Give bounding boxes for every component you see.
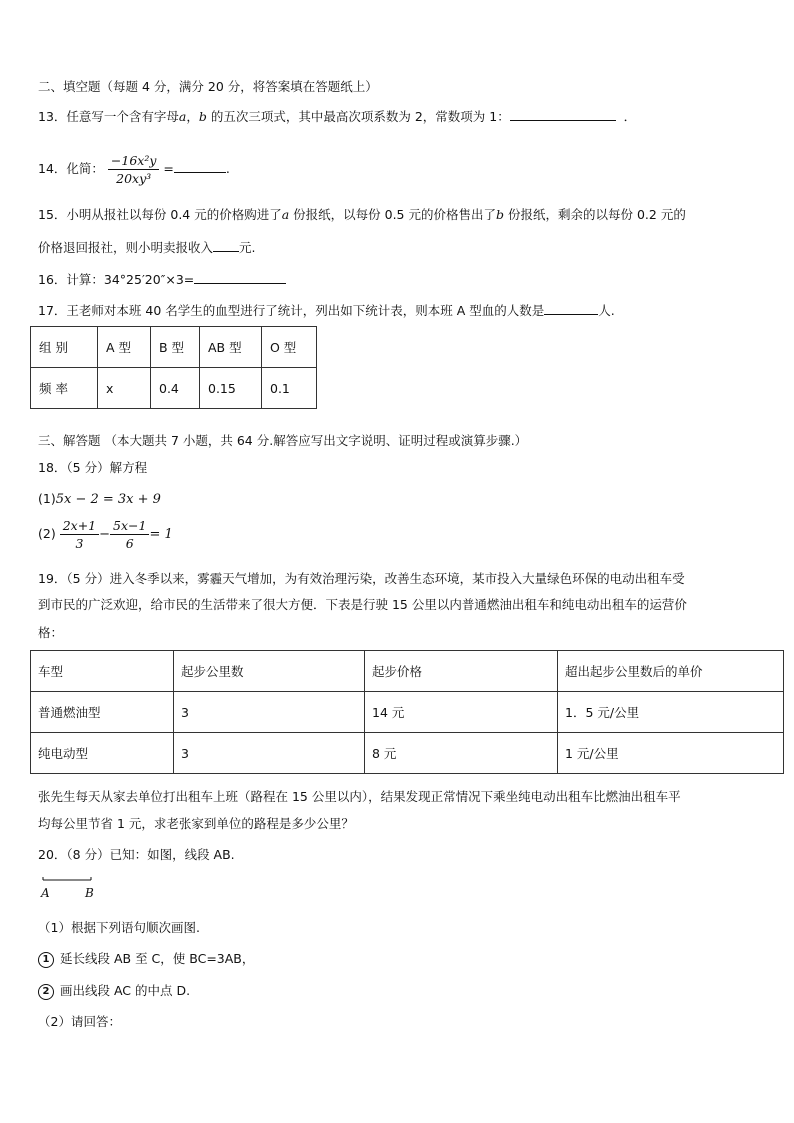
table-cell: 1．5 元/公里 bbox=[558, 692, 784, 733]
q18-eq2-fraction-2 bbox=[110, 517, 149, 552]
q18-equation-2 bbox=[38, 515, 173, 555]
question-14 bbox=[38, 150, 230, 190]
question-17 bbox=[38, 302, 615, 320]
q13-answer-blank[interactable] bbox=[510, 108, 616, 121]
q20-step-2-text: 画出线段 AC 的中点 D. bbox=[60, 983, 191, 998]
table-cell: AB 型 bbox=[200, 327, 262, 368]
table-cell: x bbox=[98, 368, 151, 409]
section-3-title: 三、解答题 （本大题共 7 小题，共 64 分.解答应写出文字说明、证明过程或演算步骤.） bbox=[38, 433, 528, 448]
question-13 bbox=[38, 108, 636, 126]
table-cell: 14 元 bbox=[365, 692, 558, 733]
table-row bbox=[31, 651, 784, 692]
table-cell: 车型 bbox=[31, 651, 174, 692]
table-cell: A 型 bbox=[98, 327, 151, 368]
q13-text: 13．任意写一个含有字母 bbox=[38, 109, 179, 124]
q19-line-1: 19．（5 分）进入冬季以来，雾霾天气增加，为有效治理污染，改善生态环境，某市投入大量绿色环保的电动出租车受 bbox=[38, 571, 685, 586]
q14-label: 14．化简： bbox=[38, 161, 104, 176]
table-cell: 0.1 bbox=[262, 368, 317, 409]
q18-eq2-num2: 5x−1 bbox=[110, 517, 149, 535]
q13-end: ． bbox=[623, 109, 637, 124]
q17-text-b: 人. bbox=[598, 303, 615, 318]
table-cell: 8 元 bbox=[365, 733, 558, 774]
q18-eq2-num1: 2x+1 bbox=[60, 517, 99, 535]
q18-eq2-den1: 3 bbox=[75, 536, 84, 551]
point-b-label: B bbox=[85, 886, 94, 900]
table-cell: 1 元/公里 bbox=[558, 733, 784, 774]
q20-sub-1: （1）根据下列语句顺次画图. bbox=[38, 920, 200, 935]
table-row bbox=[31, 692, 784, 733]
q18-eq2-label: (2) bbox=[38, 526, 56, 541]
q15-text-d: 价格退回报社，则小明卖报收入 bbox=[38, 240, 214, 255]
q15-text-e: 元. bbox=[239, 240, 256, 255]
table-row bbox=[31, 327, 317, 368]
q19-after-line-2: 均每公里节省 1 元，求老张家到单位的路程是多少公里？ bbox=[38, 816, 354, 831]
q20-step-2 bbox=[38, 982, 190, 1000]
q14-numerator: −16x²y bbox=[108, 152, 160, 170]
q15-var-b: b bbox=[496, 207, 505, 222]
table-cell: 组 别 bbox=[31, 327, 98, 368]
point-a-label: A bbox=[41, 886, 50, 900]
q14-denominator: 20xy³ bbox=[116, 171, 152, 186]
q20-step-1-text: 延长线段 AB 至 C，使 BC=3AB， bbox=[60, 951, 255, 966]
q18-eq2-fraction-1 bbox=[60, 517, 99, 552]
table-row bbox=[31, 368, 317, 409]
section-2-title: 二、填空题（每题 4 分，满分 20 分，将答案填在答题纸上） bbox=[38, 79, 378, 94]
q18-eq2-den2: 6 bbox=[125, 536, 134, 551]
table-cell: 起步公里数 bbox=[174, 651, 365, 692]
question-15-line-2 bbox=[38, 239, 256, 257]
q13-text2: 的五次三项式，其中最高次项系数为 2，常数项为 1： bbox=[206, 109, 510, 124]
q13-var-a: a bbox=[178, 109, 187, 124]
table-cell: O 型 bbox=[262, 327, 317, 368]
q14-fraction bbox=[108, 152, 160, 187]
table-cell: 起步价格 bbox=[365, 651, 558, 692]
blood-type-table bbox=[30, 326, 317, 409]
table-cell: 0.15 bbox=[200, 368, 262, 409]
q20-step-1 bbox=[38, 950, 254, 968]
q17-text-a: 17．王老师对本班 40 名学生的血型进行了统计，列出如下统计表，则本班 A 型血的人数是 bbox=[38, 303, 545, 318]
q15-answer-blank[interactable] bbox=[213, 239, 239, 252]
question-18: 18．（5 分）解方程 bbox=[38, 460, 148, 475]
q17-answer-blank[interactable] bbox=[544, 302, 598, 315]
q18-eq1: 5x − 2 = 3x + 9 bbox=[55, 492, 161, 507]
table-cell: 普通燃油型 bbox=[31, 692, 174, 733]
q16-text: 16．计算：34°25′20″×3= bbox=[38, 272, 195, 287]
table-cell: 纯电动型 bbox=[31, 733, 174, 774]
q18-eq1-label: (1) bbox=[38, 491, 56, 506]
q15-text-a: 15．小明从报社以每份 0.4 元的价格购进了 bbox=[38, 207, 282, 222]
q14-end: . bbox=[225, 161, 230, 176]
step-2-circled-number: 2 bbox=[38, 984, 54, 1000]
table-cell: 3 bbox=[174, 733, 365, 774]
q19-line-2: 到市民的广泛欢迎，给市民的生活带来了很大方便．下表是行驶 15 公里以内普通燃油出租车和纯电动出租车的运营价 bbox=[38, 597, 687, 612]
q18-eq2-rhs: = 1 bbox=[149, 527, 173, 542]
table-cell: 0.4 bbox=[151, 368, 200, 409]
q18-eq2-minus: − bbox=[99, 527, 111, 542]
q15-text-b: 份报纸，以每份 0.5 元的价格售出了 bbox=[289, 207, 496, 222]
q16-answer-blank[interactable] bbox=[194, 271, 286, 284]
q19-line-3: 格： bbox=[38, 625, 64, 640]
taxi-price-table bbox=[30, 650, 784, 774]
table-cell: 3 bbox=[174, 692, 365, 733]
question-16 bbox=[38, 271, 286, 289]
table-cell: 超出起步公里数后的单价 bbox=[558, 651, 784, 692]
q13-var-b: b bbox=[198, 109, 207, 124]
table-cell: B 型 bbox=[151, 327, 200, 368]
q20-sub-2: （2）请回答： bbox=[38, 1014, 121, 1029]
question-15-line-1 bbox=[38, 206, 686, 224]
table-cell: 频 率 bbox=[31, 368, 98, 409]
q14-eq: = bbox=[163, 161, 174, 176]
q13-sep: ， bbox=[186, 109, 199, 124]
q19-after-line-1: 张先生每天从家去单位打出租车上班（路程在 15 公里以内），结果发现正常情况下乘坐纯电动出租车比燃油出租车平 bbox=[38, 789, 681, 804]
q14-answer-blank[interactable] bbox=[174, 160, 226, 173]
step-1-circled-number: 1 bbox=[38, 952, 54, 968]
q18-equation-1 bbox=[38, 490, 161, 509]
q15-text-c: 份报纸，剩余的以每份 0.2 元的 bbox=[504, 207, 686, 222]
q15-var-a: a bbox=[281, 207, 290, 222]
table-row bbox=[31, 733, 784, 774]
question-20: 20．（8 分）已知：如图，线段 AB. bbox=[38, 847, 235, 862]
